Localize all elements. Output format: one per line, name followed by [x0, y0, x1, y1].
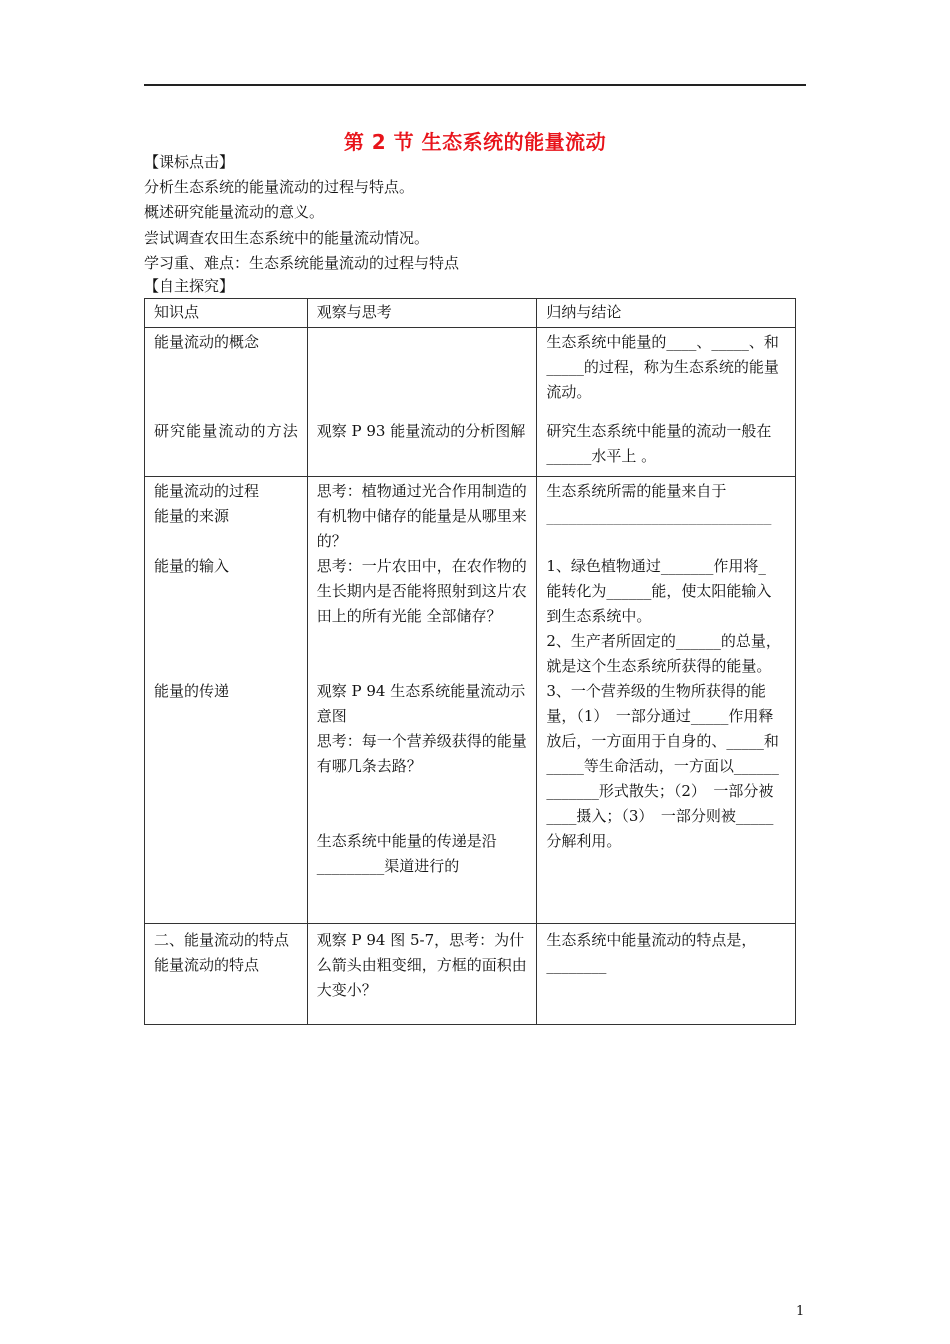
table-row [145, 328, 796, 477]
conclusion-producer: 2、生产者所固定的______的总量，就是这个生态系统所获得的能量。 [546, 632, 781, 675]
observe-transfer-path: 生态系统中能量的传递是沿_________渠道进行的 [316, 832, 497, 875]
inquiry-table [144, 298, 811, 1025]
conclusion-input: 1、绿色植物通过_______作用将_ 能转化为______能，使太阳能输入到生态系统中。 [546, 557, 811, 625]
conclusion-trophic: 3、一个营养级的生物所获得的能量，（1） 一部分通过_____作用释放后，一方面用于自身的、_____和_____等生命活动，一方面以______ _______形式散失；（2） 一部分被____摄入；（3） 一部分则被_____分解利用。 [546, 682, 779, 850]
knowledge-source: 能量的来源 [154, 507, 230, 525]
header-knowledge: 知识点 [145, 299, 308, 328]
knowledge-characteristics: 能量流动的特点 [154, 956, 260, 974]
observe-p94: 观察 P 94 生态系统能量流动示意图 [316, 682, 526, 725]
objective-1: 分析生态系统的能量流动的过程与特点。 [144, 178, 415, 196]
knowledge-method: 研究能量流动的方法 [154, 422, 298, 440]
table-row [145, 924, 796, 1025]
objective-2: 概述研究能量流动的意义。 [144, 203, 325, 221]
section-heading-standards: 【课标点击】 [144, 153, 235, 171]
knowledge-process: 能量流动的过程 [154, 482, 260, 500]
conclusion-source: 生态系统所需的能量来自于 [546, 482, 727, 500]
header-rule [144, 84, 806, 86]
header-observe: 观察与思考 [307, 299, 537, 328]
table-row [145, 477, 796, 924]
objective-4: 学习重、难点：生态系统能量流动的过程与特点 [144, 254, 460, 272]
knowledge-characteristics-heading: 二、能量流动的特点 [154, 931, 290, 949]
knowledge-concept: 能量流动的概念 [154, 333, 260, 351]
think-trophic: 思考：每一个营养级获得的能量有哪几条去路？ [316, 732, 527, 775]
knowledge-transfer: 能量的传递 [154, 682, 230, 700]
conclusion-characteristics: 生态系统中能量流动的特点是，________ [546, 931, 757, 974]
knowledge-input: 能量的输入 [154, 557, 230, 575]
conclusion-concept: 生态系统中能量的____、_____、和_____的过程，称为生态系统的能量流动。 [546, 333, 779, 401]
objective-3: 尝试调查农田生态系统中的能量流动情况。 [144, 229, 430, 247]
page-number: 1 [796, 1304, 805, 1319]
conclusion-source-blank: ______________________________ [546, 507, 772, 525]
table-header-row [145, 299, 796, 328]
observe-p93: 观察 P 93 能量流动的分析图解 [316, 422, 526, 440]
section-heading-inquiry: 【自主探究】 [144, 277, 235, 295]
conclusion-method: 研究生态系统中能量的流动一般在______水平上 。 [546, 422, 772, 465]
think-photosynthesis: 思考：植物通过光合作用制造的有机物中储存的能量是从哪里来的？ [316, 482, 527, 550]
page-title: 第 2 节 生态系统的能量流动 [343, 130, 607, 154]
observe-figure: 观察 P 94 图 5-7，思考：为什么箭头由粗变细，方框的面积由大变小？ [316, 931, 527, 999]
think-farmland: 思考：一片农田中，在农作物的生长期内是否能将照射到这片农田上的所有光能 全部储存？ [316, 557, 527, 625]
header-conclusion: 归纳与结论 [537, 299, 796, 328]
